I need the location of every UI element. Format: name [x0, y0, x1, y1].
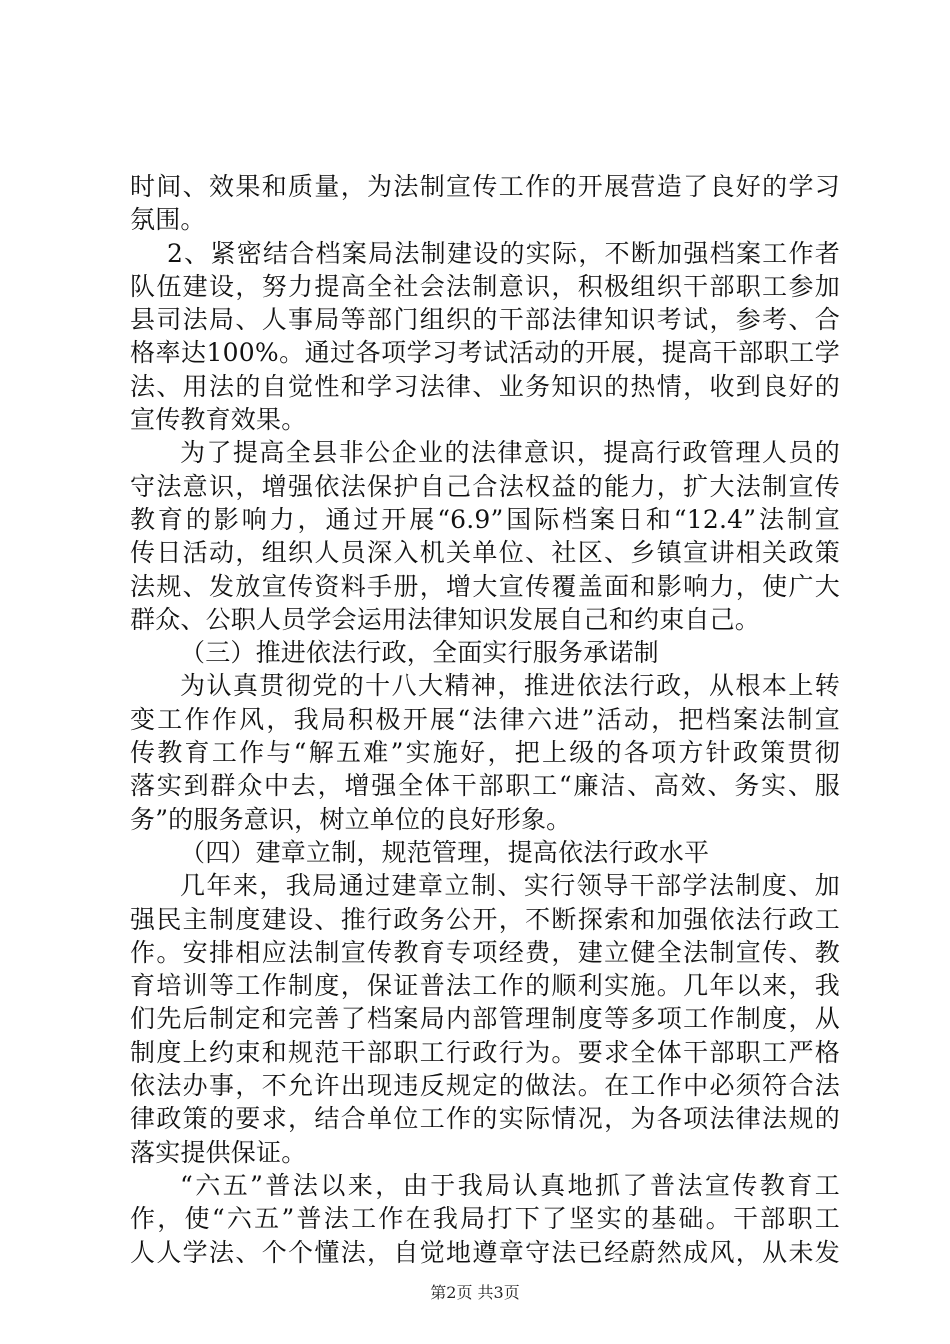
document-body	[130, 170, 840, 1269]
text-line: 队伍建设，努力提高全社会法制意识，积极组织干部职工参加	[130, 271, 840, 301]
paragraph-start-line: 为了提高全县非公企业的法律意识，提高行政管理人员的	[180, 438, 840, 468]
text-line: 落实到群众中去，增强全体干部职工“廉洁、高效、务实、服	[130, 771, 840, 801]
page-number-footer: 第2页 共3页	[430, 1283, 520, 1302]
text-line: 们先后制定和完善了档案局内部管理制度等多项工作制度，从	[130, 1004, 840, 1034]
text-line: 律政策的要求，结合单位工作的实际情况，为各项法律法规的	[130, 1104, 840, 1134]
text-line: 作，使“六五”普法工作在我局打下了坚实的基础。干部职工	[130, 1204, 840, 1234]
text-line: 氛围。	[130, 205, 206, 235]
text-line: 法、用法的自觉性和学习法律、业务知识的热情，收到良好的	[130, 371, 840, 401]
text-line: 制度上约束和规范干部职工行政行为。要求全体干部职工严格	[130, 1037, 840, 1067]
text-line: 时间、效果和质量，为法制宣传工作的开展营造了良好的学习	[130, 172, 840, 201]
text-line: 传教育工作与“解五难”实施好，把上级的各项方针政策贯彻	[130, 738, 840, 768]
text-line: 县司法局、人事局等部门组织的干部法律知识考试，参考、合	[130, 305, 840, 335]
text-line: 变工作作风，我局积极开展“法律六进”活动，把档案法制宣	[130, 704, 840, 734]
paragraph-start-line: “六五”普法以来，由于我局认真地抓了普法宣传教育工	[180, 1170, 840, 1200]
text-line: 群众、公职人员学会运用法律知识发展自己和约束自己。	[130, 604, 761, 634]
text-line: 教育的影响力，通过开展“6.9”国际档案日和“12.4”法制宣	[130, 504, 840, 534]
text-line: 法规、发放宣传资料手册，增大宣传覆盖面和影响力，使广大	[130, 571, 840, 601]
text-line: 依法办事，不允许出现违反规定的做法。在工作中必须符合法	[130, 1071, 840, 1101]
text-line: 宣传教育效果。	[130, 405, 307, 435]
text-line: 守法意识，增强依法保护自己合法权益的能力，扩大法制宣传	[130, 471, 840, 501]
paragraph-start-line: 为认真贯彻党的十八大精神，推进依法行政，从根本上转	[180, 671, 840, 701]
text-line: 务”的服务意识，树立单位的良好形象。	[130, 804, 572, 834]
text-line: 格率达100%。通过各项学习考试活动的开展，提高干部职工学	[130, 338, 840, 368]
text-line: 作。安排相应法制宣传教育专项经费，建立健全法制宣传、教	[130, 937, 840, 967]
text-line: 人人学法、个个懂法，自觉地遵章守法已经蔚然成风，从未发	[130, 1237, 840, 1267]
text-line: 落实提供保证。	[130, 1137, 307, 1167]
text-line: 强民主制度建设、推行政务公开，不断探索和加强依法行政工	[130, 904, 840, 934]
text-line: 传日活动，组织人员深入机关单位、社区、乡镇宣讲相关政策	[130, 538, 840, 568]
text-line: 育培训等工作制度，保证普法工作的顺利实施。几年以来，我	[130, 971, 840, 1001]
paragraph-start-line: 几年来，我局通过建章立制、实行领导干部学法制度、加	[180, 871, 840, 901]
section-heading: （三）推进依法行政，全面实行服务承诺制	[180, 638, 659, 668]
paragraph-start-line: 2、紧密结合档案局法制建设的实际，不断加强档案工作者	[167, 238, 840, 268]
section-heading: （四）建章立制，规范管理，提高依法行政水平	[180, 837, 710, 867]
